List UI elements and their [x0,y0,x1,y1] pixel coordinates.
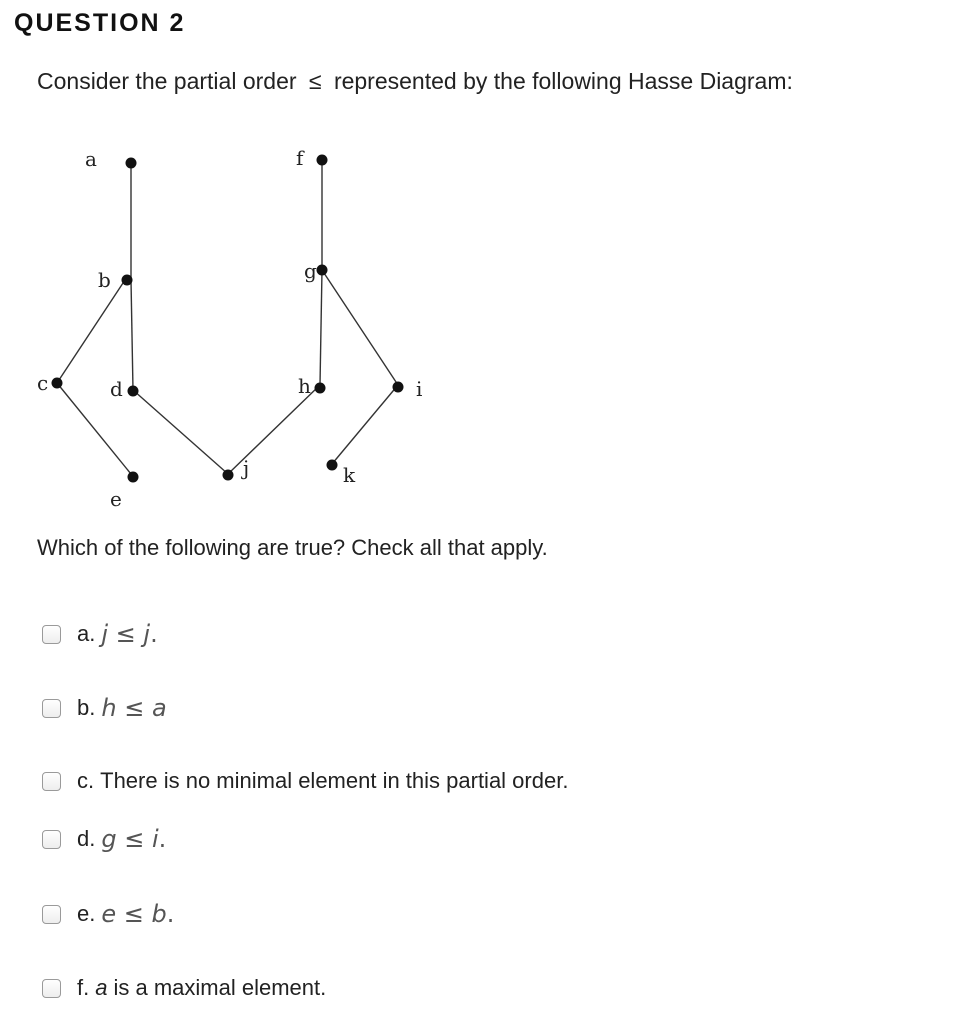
option-f-text: is a maximal element. [113,975,327,1000]
option-f-checkbox[interactable] [42,979,61,998]
option-c[interactable] [42,768,568,794]
node-k [327,460,338,471]
option-d-expression: g ≤ i [101,825,159,853]
hasse-labels [37,146,422,511]
label-k: k [343,463,356,487]
node-c [52,378,63,389]
label-h: h [298,374,311,398]
edge-i-k [332,385,398,464]
option-e-letter: e. [77,901,96,926]
option-f-letter: f. [77,975,90,1000]
option-d[interactable] [42,825,166,853]
question-subprompt: Which of the following are true? Check all that apply. [37,535,548,560]
label-g: g [304,259,317,283]
node-h [315,383,326,394]
edge-b-c [57,280,125,383]
option-d-letter: d. [77,826,96,851]
option-f[interactable] [42,975,326,1001]
option-c-letter: c. [77,768,95,793]
option-b-letter: b. [77,695,96,720]
option-f-variable: a [95,975,108,1000]
option-a-expression: j ≤ j [101,620,151,648]
option-b-expression: h ≤ a [101,694,167,722]
node-e [128,472,139,483]
question-title: QUESTION 2 [14,9,186,37]
option-e-period: . [166,900,175,928]
prompt-text-after: represented by the following Hasse Diagram: [333,68,793,94]
option-a-letter: a. [77,621,96,646]
option-a-checkbox[interactable] [42,625,61,644]
label-b: b [98,268,111,292]
hasse-nodes [52,155,404,483]
node-i [393,382,404,393]
edge-b-d [131,280,133,390]
relation-symbol: ≤ [308,68,322,94]
hasse-diagram [30,130,450,520]
node-j [223,470,234,481]
node-a [126,158,137,169]
label-a: a [85,147,97,171]
option-e-expression: e ≤ b [101,900,167,928]
edge-g-h [320,270,322,385]
option-c-text: There is no minimal element in this partial order. [100,768,569,793]
option-b[interactable] [42,694,167,722]
option-e[interactable] [42,900,174,928]
option-d-checkbox[interactable] [42,830,61,849]
label-c: c [37,371,49,395]
option-e-checkbox[interactable] [42,905,61,924]
hasse-edges [57,160,398,474]
option-a[interactable] [42,620,158,648]
question-prompt [37,68,793,95]
node-f [317,155,328,166]
label-i: i [416,377,423,401]
label-j: j [243,456,250,480]
option-a-period: . [150,620,158,648]
label-d: d [110,377,123,401]
label-e: e [110,487,122,511]
option-d-period: . [158,825,167,853]
option-b-checkbox[interactable] [42,699,61,718]
edge-h-j [228,385,320,474]
label-f: f [296,146,304,170]
prompt-text-before: Consider the partial order [37,68,297,94]
node-d [128,386,139,397]
edge-g-i [322,270,398,385]
node-b [122,275,133,286]
node-g [317,265,328,276]
option-c-checkbox[interactable] [42,772,61,791]
edge-d-j [133,390,228,474]
